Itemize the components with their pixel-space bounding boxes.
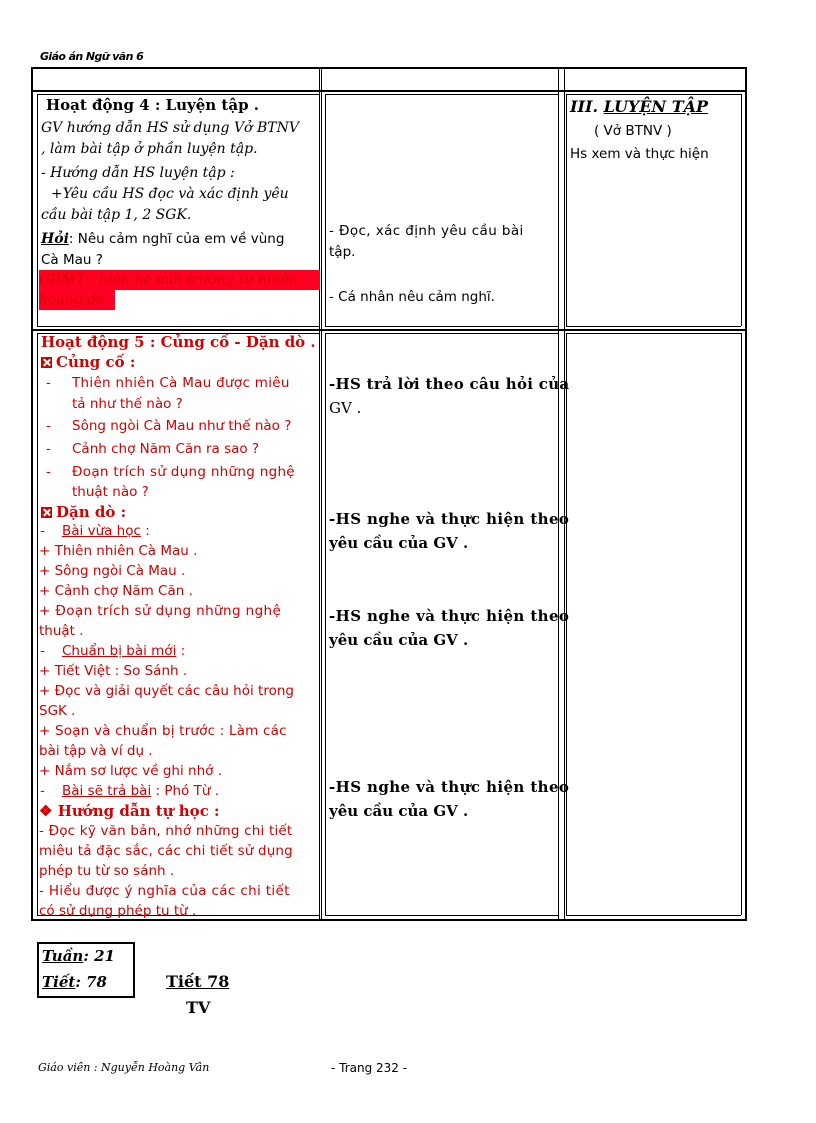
list-item: + Nắm sơ lược về ghi nhớ .	[39, 763, 222, 779]
bullet-dash: -	[40, 643, 45, 659]
week-label: Tuần: 21	[42, 947, 115, 965]
page-number: - Trang 232 -	[331, 1061, 408, 1075]
student-response-cont: yêu cầu của GV .	[329, 802, 469, 820]
diamond-flower-icon: ❖	[39, 802, 53, 820]
student-task: - Đọc, xác định yêu cầu bài	[329, 223, 524, 239]
question-item: Đoạn trích sử dụng những nghệ	[72, 464, 295, 480]
activity-5-heading: Hoạt động 5 : Củng cố - Dặn dò .	[41, 333, 316, 351]
document-header: Giáo án Ngữ văn 6	[40, 50, 144, 63]
lesson-subject: TV	[186, 998, 211, 1017]
question-item: Cảnh chợ Năm Căn ra sao ?	[72, 441, 260, 457]
list-item-cont: phép tu từ so sánh .	[39, 863, 175, 879]
section-note: Hs xem và thực hiện	[570, 146, 709, 162]
question-text: : Nêu cảm nghĩ của em về vùng	[68, 231, 285, 247]
list-item: + Đọc và giải quyết các câu hỏi trong	[39, 683, 294, 699]
question-text-cont: Cà Mau ?	[41, 252, 103, 268]
list-item: + Sông ngòi Cà Mau .	[39, 563, 186, 579]
student-task-cont: tập.	[329, 244, 356, 260]
list-item-cont: có sử dụng phép tu từ .	[39, 903, 197, 919]
list-item-cont: SGK .	[39, 703, 76, 719]
list-item: - Đọc kỹ văn bản, nhớ những chi tiết	[39, 823, 293, 839]
student-task: - Cá nhân nêu cảm nghĩ.	[329, 289, 495, 305]
list-item: + Cảnh chợ Năm Căn .	[39, 583, 193, 599]
gdmt-highlight: GDMT : Liên hệ môi trường tự nhiên,	[39, 270, 320, 290]
instruction-line: cầu bài tập 1, 2 SGK.	[41, 207, 192, 223]
question-item: Thiên nhiên Cà Mau được miêu	[72, 375, 290, 391]
student-response: -HS nghe và thực hiện theo	[329, 778, 570, 796]
list-item: + Soạn và chuẩn bị trước : Làm các	[39, 723, 287, 739]
student-response: -HS nghe và thực hiện theo	[329, 607, 570, 625]
question-item-cont: thuật nào ?	[72, 484, 149, 500]
huong-dan-heading: ❖ Hướng dẫn tự học :	[39, 802, 220, 820]
student-response: -HS nghe và thực hiện theo	[329, 510, 570, 528]
question-item-cont: tả như thế nào ?	[72, 396, 183, 412]
student-response-cont: GV .	[329, 399, 362, 417]
list-item: + Đoạn trích sử dụng những nghệ	[39, 603, 282, 619]
dan-do-heading: Dặn dò :	[41, 502, 126, 522]
lesson-title: Tiết 78	[166, 972, 230, 991]
instruction-line: - Hướng dẫn HS luyện tập :	[41, 165, 235, 181]
bullet-dash: -	[46, 375, 51, 391]
list-item: + Tiết Việt : So Sánh .	[39, 663, 188, 679]
bullet-dash: -	[40, 783, 45, 799]
list-item-cont: bài tập và ví dụ .	[39, 743, 153, 759]
instruction-line: GV hướng dẫn HS sử dụng Vở BTNV	[41, 120, 299, 136]
period-label: Tiết: 78	[42, 973, 107, 991]
section-subtitle: ( Vở BTNV )	[594, 123, 672, 139]
list-item: + Thiên nhiên Cà Mau .	[39, 543, 198, 559]
bullet-dash: -	[46, 441, 51, 457]
instruction-line: +Yêu cầu HS đọc và xác định yêu	[51, 186, 289, 202]
teacher-name: Giáo viên : Nguyễn Hoàng Vân	[38, 1061, 210, 1074]
question-label: Hỏi	[41, 231, 69, 247]
bullet-dash: -	[46, 418, 51, 434]
question-line	[41, 229, 284, 249]
chuan-bi: Chuẩn bị bài mới :	[62, 643, 186, 659]
bullet-dash: -	[46, 464, 51, 480]
student-response-cont: yêu cầu của GV .	[329, 534, 469, 552]
cung-co-heading: Củng cố :	[41, 352, 135, 372]
student-response-cont: yêu cầu của GV .	[329, 631, 469, 649]
list-item-cont: thuật .	[39, 623, 84, 639]
list-item: - Hiểu được ý nghĩa của các chi tiết	[39, 883, 290, 899]
instruction-line: , làm bài tập ở phần luyện tập.	[41, 141, 258, 157]
list-item-cont: miêu tả đặc sắc, các chi tiết sử dụng	[39, 843, 293, 859]
checkbox-x-icon	[41, 357, 52, 368]
bai-se-tra-bai: Bài sẽ trả bài : Phó Từ .	[62, 783, 219, 799]
bullet-dash: -	[40, 523, 45, 539]
checkbox-x-icon	[41, 507, 52, 518]
student-response: -HS trả lời theo câu hỏi của	[329, 375, 570, 393]
gdmt-highlight-cont: hoang dã .	[39, 292, 114, 308]
bai-vua-hoc: Bài vừa học :	[62, 523, 150, 539]
section-title: III. LUYỆN TẬP	[570, 97, 709, 116]
activity-4-heading: Hoạt động 4 : Luyện tập .	[46, 96, 259, 114]
question-item: Sông ngòi Cà Mau như thế nào ?	[72, 418, 292, 434]
